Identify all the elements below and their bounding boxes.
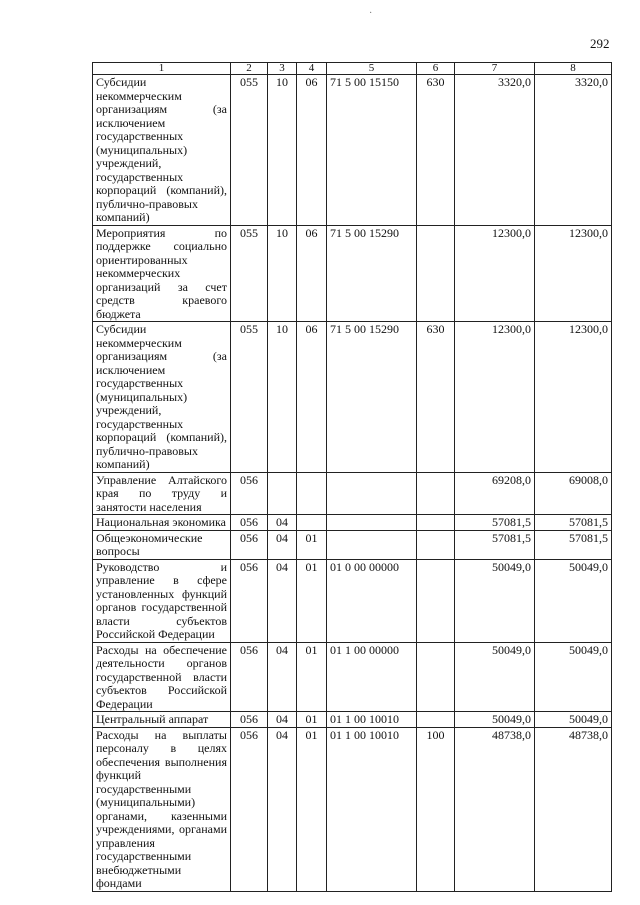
row-section-cell: 04	[268, 559, 297, 642]
row-amount-1-cell: 57081,5	[455, 515, 535, 531]
table-row	[93, 559, 612, 642]
row-amount-2-cell: 12300,0	[535, 225, 612, 322]
table-row	[93, 712, 612, 728]
row-admin-code-cell: 055	[231, 225, 268, 322]
row-admin-code-cell: 055	[231, 75, 268, 226]
table-row	[93, 642, 612, 712]
budget-table	[92, 62, 612, 892]
row-amount-1-cell: 3320,0	[455, 75, 535, 226]
row-amount-1-cell: 48738,0	[455, 727, 535, 891]
row-name-cell: Национальная экономика	[93, 515, 231, 531]
row-subsection-cell: 01	[297, 727, 327, 891]
row-amount-1-cell: 69208,0	[455, 472, 535, 515]
table-row	[93, 727, 612, 891]
row-section-cell: 10	[268, 75, 297, 226]
header-cell: 3	[268, 63, 297, 75]
row-amount-2-cell: 50049,0	[535, 712, 612, 728]
row-target-article-cell	[327, 515, 417, 531]
row-section-cell	[268, 472, 297, 515]
row-expense-type-cell	[417, 472, 455, 515]
row-expense-type-cell	[417, 559, 455, 642]
row-section-cell: 04	[268, 515, 297, 531]
row-expense-type-cell	[417, 515, 455, 531]
scan-mark: ·	[369, 8, 373, 19]
row-target-article-cell: 71 5 00 15290	[327, 225, 417, 322]
row-admin-code-cell: 056	[231, 530, 268, 559]
row-name-cell: Центральный аппарат	[93, 712, 231, 728]
header-cell: 7	[455, 63, 535, 75]
row-admin-code-cell: 055	[231, 322, 268, 473]
row-section-cell: 10	[268, 322, 297, 473]
row-expense-type-cell	[417, 712, 455, 728]
row-admin-code-cell: 056	[231, 559, 268, 642]
row-section-cell: 04	[268, 530, 297, 559]
row-amount-1-cell: 50049,0	[455, 642, 535, 712]
row-expense-type-cell: 100	[417, 727, 455, 891]
row-section-cell: 04	[268, 642, 297, 712]
page-number: 292	[590, 36, 610, 51]
table-row	[93, 75, 612, 226]
table-header-row	[93, 63, 612, 75]
header-cell: 5	[327, 63, 417, 75]
table-row	[93, 515, 612, 531]
row-amount-2-cell: 57081,5	[535, 515, 612, 531]
row-name-cell: Руководство и управление в сфере установленных функций органов государственной власти субъектов Российской Федерации	[93, 559, 231, 642]
row-admin-code-cell: 056	[231, 642, 268, 712]
row-amount-2-cell: 3320,0	[535, 75, 612, 226]
row-target-article-cell: 01 0 00 00000	[327, 559, 417, 642]
row-name-cell: Мероприятия по поддержке социально ориентированных некоммерческих организаций за счет средств краевого бюджета	[93, 225, 231, 322]
table-row	[93, 225, 612, 322]
row-subsection-cell: 06	[297, 225, 327, 322]
row-target-article-cell	[327, 530, 417, 559]
row-expense-type-cell: 630	[417, 322, 455, 473]
row-expense-type-cell	[417, 225, 455, 322]
header-cell: 4	[297, 63, 327, 75]
row-subsection-cell: 06	[297, 322, 327, 473]
row-amount-2-cell: 48738,0	[535, 727, 612, 891]
row-target-article-cell	[327, 472, 417, 515]
row-name-cell: Субсидии некоммерческим организациям (за исключением государственных (муниципальных) учреждений, государственных корпораций (компаний), публично-правовых компаний)	[93, 322, 231, 473]
row-subsection-cell: 06	[297, 75, 327, 226]
row-subsection-cell	[297, 515, 327, 531]
row-amount-2-cell: 50049,0	[535, 642, 612, 712]
table-row	[93, 530, 612, 559]
row-amount-2-cell: 12300,0	[535, 322, 612, 473]
row-name-cell: Субсидии некоммерческим организациям (за исключением государственных (муниципальных) учреждений, государственных корпораций (компаний), публично-правовых компаний)	[93, 75, 231, 226]
row-amount-1-cell: 12300,0	[455, 322, 535, 473]
row-admin-code-cell: 056	[231, 515, 268, 531]
row-subsection-cell: 01	[297, 559, 327, 642]
row-expense-type-cell	[417, 530, 455, 559]
row-expense-type-cell	[417, 642, 455, 712]
table-row	[93, 472, 612, 515]
row-section-cell: 10	[268, 225, 297, 322]
row-admin-code-cell: 056	[231, 472, 268, 515]
row-section-cell: 04	[268, 712, 297, 728]
row-name-cell: Расходы на выплаты персоналу в целях обеспечения выполнения функций государственными (муниципальными) органами, казенными учреждениями, органами управления государственными внебюджетными фондами	[93, 727, 231, 891]
row-amount-1-cell: 57081,5	[455, 530, 535, 559]
row-name-cell: Расходы на обеспечение деятельности органов государственной власти субъектов Российской Федерации	[93, 642, 231, 712]
row-target-article-cell: 01 1 00 10010	[327, 712, 417, 728]
row-target-article-cell: 71 5 00 15150	[327, 75, 417, 226]
row-target-article-cell: 01 1 00 10010	[327, 727, 417, 891]
row-name-cell: Управление Алтайского края по труду и занятости населения	[93, 472, 231, 515]
row-amount-1-cell: 12300,0	[455, 225, 535, 322]
row-amount-2-cell: 57081,5	[535, 530, 612, 559]
row-subsection-cell: 01	[297, 642, 327, 712]
row-amount-1-cell: 50049,0	[455, 559, 535, 642]
row-target-article-cell: 01 1 00 00000	[327, 642, 417, 712]
row-target-article-cell: 71 5 00 15290	[327, 322, 417, 473]
row-subsection-cell: 01	[297, 712, 327, 728]
header-cell: 8	[535, 63, 612, 75]
row-admin-code-cell: 056	[231, 712, 268, 728]
row-amount-2-cell: 69008,0	[535, 472, 612, 515]
header-cell: 1	[93, 63, 231, 75]
row-name-cell: Общеэкономические вопросы	[93, 530, 231, 559]
header-cell: 6	[417, 63, 455, 75]
row-subsection-cell: 01	[297, 530, 327, 559]
table-row	[93, 322, 612, 473]
row-amount-2-cell: 50049,0	[535, 559, 612, 642]
row-admin-code-cell: 056	[231, 727, 268, 891]
row-section-cell: 04	[268, 727, 297, 891]
header-cell: 2	[231, 63, 268, 75]
row-amount-1-cell: 50049,0	[455, 712, 535, 728]
row-subsection-cell	[297, 472, 327, 515]
row-expense-type-cell: 630	[417, 75, 455, 226]
